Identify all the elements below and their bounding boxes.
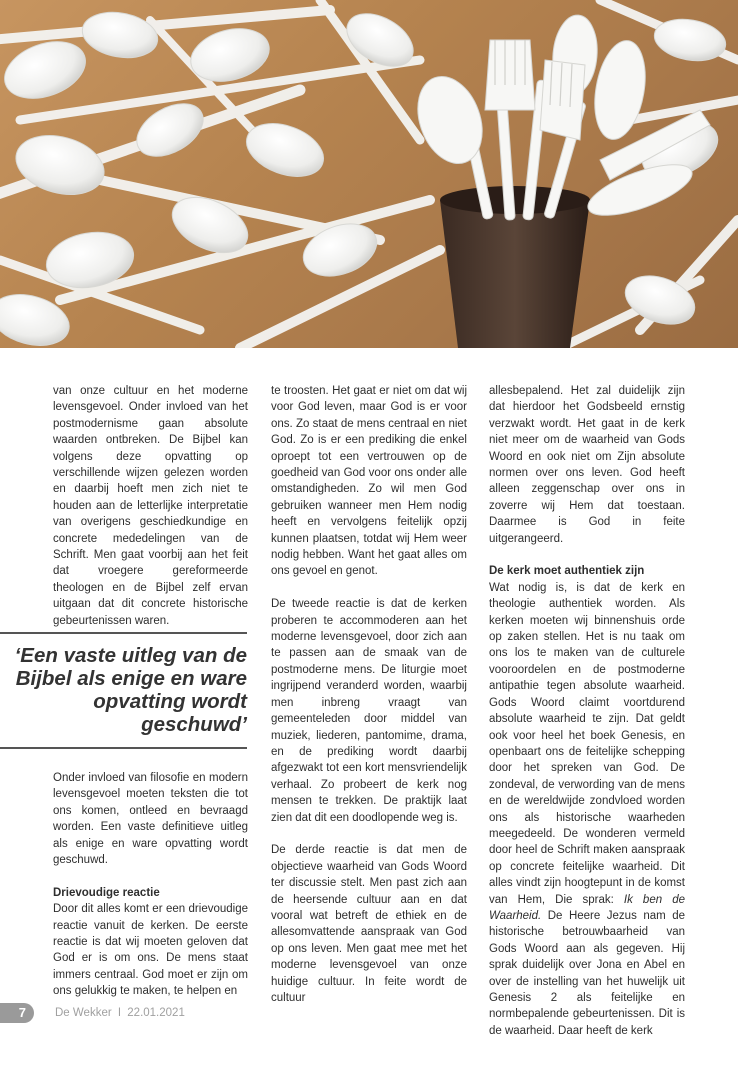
col3-paragraph-2 xyxy=(489,580,685,1039)
col1-heading: Drievoudige reactie xyxy=(53,886,160,899)
col3-paragraph-2-part-b: De Heere Jezus nam de historische betrouwbaarheid van Gods Woord aan als gegeven. Hij sprak duidelijk over Jona en Abel en over de instelling van het huwelijk uit Genesis 2 als feitelijke en normbepalende gebeurtenissen. Dit is de waarheid. Daar heeft de kerk xyxy=(489,909,685,1037)
column-2 xyxy=(271,383,467,1023)
hero-photo xyxy=(0,0,738,348)
footer-info xyxy=(55,1005,185,1021)
publication-name: De Wekker xyxy=(55,1007,112,1019)
col2-paragraph-3: De derde reactie is dat men de objectieve waarheid van Gods Woord ter discussie stelt. Men past zich aan de heersende cultuur aan en dat vooral wat betreft de ethiek en de allesomvattende aanspraak van God op ons leven. Men gaat mee met het moderne levensgevoel van onze huidige cultuur. In feite wordt de cultuur xyxy=(271,844,467,1004)
col1-paragraph-2: Onder invloed van filosofie en modern levensgevoel moeten teksten die tot ons komen, ontleed en bevraagd worden. Een vaste definitieve uitleg als enige en ware opvatting wordt geschuwd. xyxy=(53,772,248,867)
column-3 xyxy=(489,383,685,1056)
column-1-top xyxy=(53,383,248,645)
col1-paragraph-3: Door dit alles komt er een drievoudige reactie vanuit de kerken. De eerste reactie is dat wij moeten geloven dat God er is om ons. De mens staat immers centraal. God moet er zijn om ons gelukkig te maken, te helpen en xyxy=(53,903,248,998)
col1-paragraph-1: van onze cultuur en het moderne levensgevoel. Onder invloed van het postmodernisme gaan absolute waarden ontbreken. De Bijbel kan volgens deze opvatting op verschillende wijzen gelezen worden en daarbij hoeft men zich niet te houden aan de letterlijke interpretatie van overigens geschiedkundige en concrete mededelingen van de Schrift. Men gaat voorbij aan het feit dat vroegere gereformeerde theologen en de Bijbel zelf ervan uitgaan dat dit concrete historische gebeurtenissen waren. xyxy=(53,385,248,627)
page-footer xyxy=(0,1003,738,1023)
col3-quote-italic: Ik ben de Waarheid. xyxy=(489,893,685,922)
col3-heading: De kerk moet authentiek zijn xyxy=(489,565,645,578)
column-1-bottom xyxy=(53,770,248,1016)
pull-quote-text: ‘Een vaste uitleg van de Bijbel als enige en ware opvatting wordt geschuwd’ xyxy=(14,644,247,736)
col2-paragraph-2: De tweede reactie is dat de kerken proberen te accommoderen aan het moderne levensgevoel, door zich aan te passen aan de smaak van de postmoderne mens. De liturgie moet ingrijpend veranderd worden, waarbij men inbreng vraagt van gemeenteleden door middel van muziek, liederen, pantomime, drama, en de prediking wordt daarbij afgezwakt tot een kort mensvriendelijk verhaal. Zo probeert de kerk nog mensen te trekken. De praktijk laat zien dat dit een doodlopende weg is. xyxy=(271,598,467,824)
col3-paragraph-1: allesbepalend. Het zal duidelijk zijn dat hierdoor het Godsbeeld ernstig verzwakt wordt. Het gaat in de kerk niet meer om de waarheid van Gods Woord en ook niet om Zijn absolute normen over ons leven. God heeft alleen zeggenschap over ons in zoverre wij Hem dat toestaan. Daarmee is God in feite uitgerangeerd. xyxy=(489,385,685,545)
pull-quote xyxy=(0,632,247,749)
col3-paragraph-2-part-a: Wat nodig is, is dat de kerk en theologie authentiek worden. Als kerken moeten wij binnenshuis orde op zaken stellen. Het is nu taak om ons los te maken van de culturele vooroordelen en de postmoderne antipathie tegen absolute waarheid. Gods Woord claimt voortdurend absolute waarheid te zijn. Dat geldt ook voor heel het boek Genesis, en openbaart ons de feitelijke schepping door het spreken van God. De zondeval, de verwording van de mens en de wereldwijde zondvloed worden ons als historische waarheden meegedeeld. De wonderen vermeld door heel de Schrift maken aanspraak op concrete feitelijke waarheid. Dit alles vindt zijn hoogtepunt in de komst van Hem, Die sprak: xyxy=(489,581,685,906)
plastic-cutlery-photo-icon xyxy=(0,0,738,348)
col2-paragraph-1: te troosten. Het gaat er niet om dat wij voor God leven, maar God is er voor ons. Zo staat de mens centraal en niet God. Zo is er een prediking die enkel oproept tot een vertrouwen op de goedheid van God voor ons onder alle omstandigheden. Zo wil men God gebruiken wanneer men Hem nodig heeft en vervolgens feitelijk opzij kunnen plaatsen, totdat wij Hem weer nodig hebben. Want het gaat alles om ons gevoel en genot. xyxy=(271,385,467,578)
publication-date: 22.01.2021 xyxy=(127,1007,185,1019)
footer-separator: I xyxy=(117,1007,122,1019)
page-number: 7 xyxy=(0,1003,34,1023)
